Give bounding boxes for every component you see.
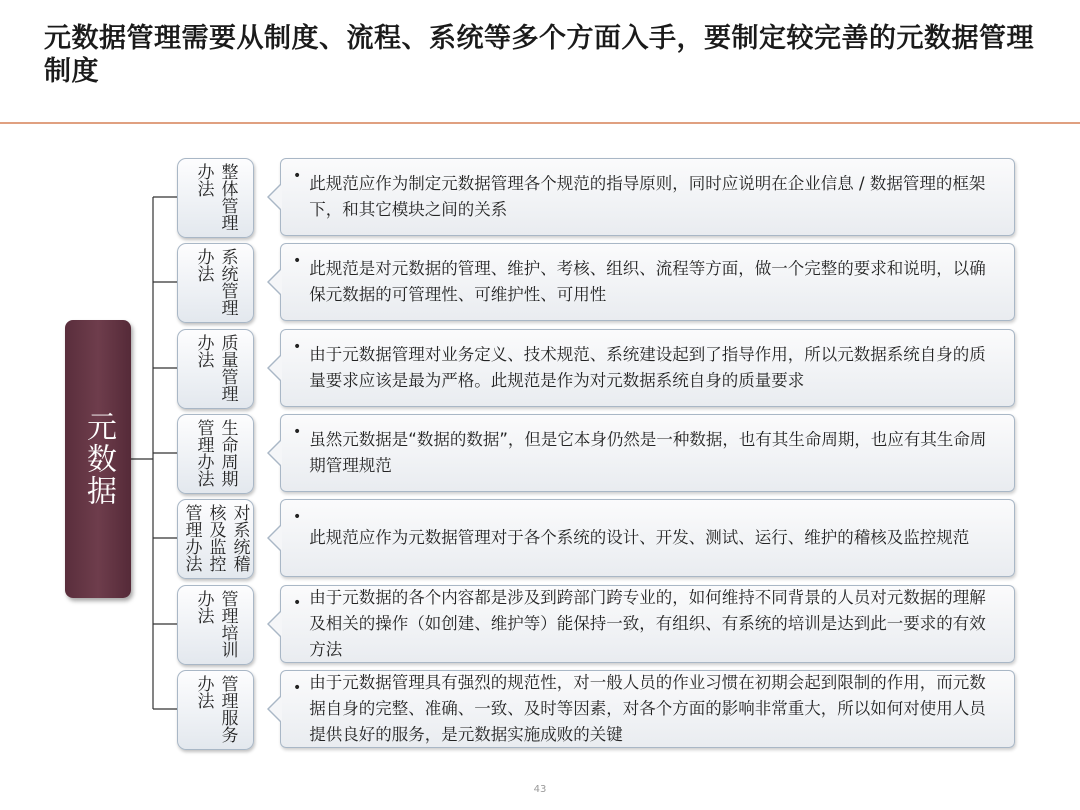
description-box bbox=[280, 670, 1015, 748]
category-label: 生命周期管理办法 bbox=[193, 419, 238, 487]
page-number: 43 bbox=[533, 784, 547, 795]
category-label: 系统管理办法 bbox=[193, 248, 238, 316]
category-label: 管理培训办法 bbox=[193, 590, 238, 658]
root-label: 元数据 bbox=[81, 411, 116, 507]
bullet-icon: • bbox=[293, 424, 302, 440]
bullet-icon: • bbox=[293, 680, 302, 696]
description-text: 此规范是对元数据的管理、维护、考核、组织、流程等方面，做一个完整的要求和说明，以确保元数据的可管理性、可维护性、可用性 bbox=[309, 259, 986, 304]
bullet-icon: • bbox=[293, 595, 302, 611]
category-label: 整体管理办法 bbox=[193, 163, 238, 231]
description-text: 由于元数据管理对业务定义、技术规范、系统建设起到了指导作用，所以元数据系统自身的质量要求应该是最为严格。此规范是作为对元数据系统自身的质量要求 bbox=[309, 345, 986, 390]
description-box bbox=[280, 243, 1015, 321]
category-node bbox=[177, 585, 254, 665]
category-node bbox=[177, 414, 254, 494]
category-node bbox=[177, 243, 254, 323]
description-box bbox=[280, 329, 1015, 407]
description-text: 由于元数据的各个内容都是涉及到跨部门跨专业的，如何维持不同背景的人员对元数据的理解及相关的操作（如创建、维护等）能保持一致，有组织、有系统的培训是达到此一要求的有效方法 bbox=[309, 588, 986, 659]
category-label: 质量管理办法 bbox=[193, 334, 238, 402]
description-box bbox=[280, 414, 1015, 492]
root-node bbox=[65, 320, 131, 598]
description-text: 此规范应作为元数据管理对于各个系统的设计、开发、测试、运行、维护的稽核及监控规范 bbox=[309, 528, 970, 547]
bullet-icon: • bbox=[293, 339, 302, 355]
category-node bbox=[177, 329, 254, 409]
category-label: 对系统稽核及监控管理办法 bbox=[181, 504, 250, 572]
slide-title: 元数据管理需要从制度、流程、系统等多个方面入手，要制定较完善的元数据管理制度 bbox=[44, 23, 1034, 87]
description-text: 由于元数据管理具有强烈的规范性，对一般人员的作业习惯在初期会起到限制的作用，而元数据自身的完整、准确、一致、及时等因素，对各个方面的影响非常重大，所以如何对使用人员提供良好的服务，是元数据实施成败的关键 bbox=[309, 673, 986, 744]
category-label: 管理服务办法 bbox=[193, 675, 238, 743]
description-box bbox=[280, 499, 1015, 577]
bullet-icon: • bbox=[293, 253, 302, 269]
category-node bbox=[177, 499, 254, 579]
description-box bbox=[280, 585, 1015, 663]
category-node bbox=[177, 158, 254, 238]
category-node bbox=[177, 670, 254, 750]
bullet-icon: • bbox=[293, 168, 302, 184]
bullet-icon: • bbox=[293, 509, 302, 525]
description-text: 虽然元数据是“数据的数据”，但是它本身仍然是一种数据，也有其生命周期，也应有其生命周期管理规范 bbox=[309, 430, 987, 475]
description-text: 此规范应作为制定元数据管理各个规范的指导原则，同时应说明在企业信息 / 数据管理的框架下，和其它模块之间的关系 bbox=[309, 174, 986, 219]
description-box bbox=[280, 158, 1015, 236]
